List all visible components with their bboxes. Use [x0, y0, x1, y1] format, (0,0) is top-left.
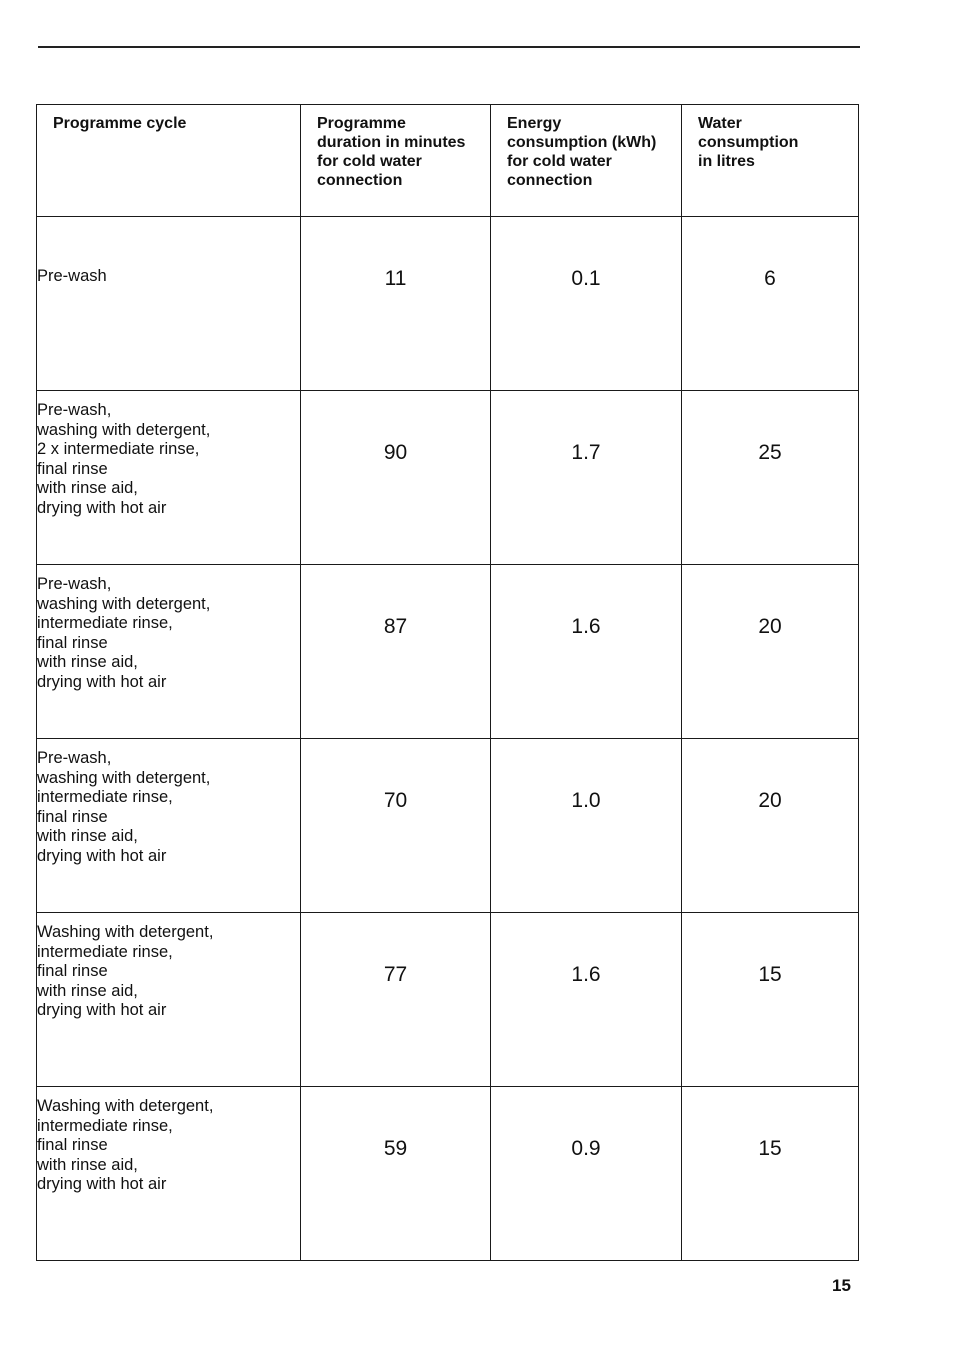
cycle-text: Pre-wash, washing with detergent, intermediate rinse, final rinse with rinse aid, drying with hot air: [37, 749, 211, 865]
programme-table: [36, 104, 859, 1261]
energy-value: 0.1: [571, 267, 601, 290]
table-row: [37, 391, 859, 565]
energy-value: 1.0: [571, 789, 601, 812]
water-value: 20: [758, 615, 782, 638]
duration-value: 77: [383, 963, 408, 986]
duration-value: 11: [384, 267, 407, 290]
energy-value: 1.7: [571, 441, 601, 464]
cycle-text: Washing with detergent, intermediate rinse, final rinse with rinse aid, drying with hot air: [37, 1097, 214, 1193]
header-water: Water consumption in litres: [682, 105, 859, 217]
energy-value: 1.6: [571, 615, 601, 638]
duration-cell: [301, 391, 491, 565]
cycle-text: Washing with detergent, intermediate rinse, final rinse with rinse aid, drying with hot air: [37, 923, 214, 1019]
water-cell: [682, 391, 859, 565]
water-value: 20: [758, 789, 782, 812]
water-value: 15: [758, 963, 782, 986]
table-row: [37, 565, 859, 739]
energy-cell: [491, 739, 682, 913]
cycle-text: Pre-wash, washing with detergent, 2 x intermediate rinse, final rinse with rinse aid, drying with hot air: [37, 401, 211, 517]
water-cell: [682, 1087, 859, 1261]
energy-cell: [491, 391, 682, 565]
water-value: 6: [764, 267, 776, 290]
duration-value: 70: [383, 789, 408, 812]
duration-value: 90: [383, 441, 408, 464]
table-row: [37, 913, 859, 1087]
energy-value: 0.9: [571, 1137, 601, 1160]
water-cell: [682, 565, 859, 739]
top-rule: [38, 46, 860, 48]
cycle-cell: [37, 739, 301, 913]
energy-cell: [491, 565, 682, 739]
table-row: [37, 739, 859, 913]
duration-cell: [301, 1087, 491, 1261]
cycle-text: Pre-wash, washing with detergent, intermediate rinse, final rinse with rinse aid, drying with hot air: [37, 575, 211, 691]
header-programme-cycle: Programme cycle: [37, 105, 301, 217]
water-cell: [682, 217, 859, 391]
table-row: [37, 1087, 859, 1261]
water-cell: [682, 913, 859, 1087]
energy-cell: [491, 217, 682, 391]
cycle-cell: [37, 913, 301, 1087]
duration-cell: [301, 739, 491, 913]
header-energy: Energy consumption (kWh) for cold water connection: [491, 105, 682, 217]
header-row: [37, 105, 859, 217]
water-value: 25: [758, 441, 782, 464]
header-duration: Programme duration in minutes for cold water connection: [301, 105, 491, 217]
cycle-cell: [37, 565, 301, 739]
table-row: [37, 217, 859, 391]
duration-value: 59: [383, 1137, 408, 1160]
water-cell: [682, 739, 859, 913]
duration-value: 87: [383, 615, 408, 638]
energy-cell: [491, 913, 682, 1087]
duration-cell: [301, 217, 491, 391]
cycle-cell: [37, 217, 301, 391]
duration-cell: [301, 913, 491, 1087]
cycle-cell: [37, 1087, 301, 1261]
cycle-text: Pre-wash: [37, 267, 107, 285]
energy-value: 1.6: [571, 963, 601, 986]
page-number: 15: [832, 1276, 851, 1295]
water-value: 15: [758, 1137, 782, 1160]
cycle-cell: [37, 391, 301, 565]
energy-cell: [491, 1087, 682, 1261]
duration-cell: [301, 565, 491, 739]
